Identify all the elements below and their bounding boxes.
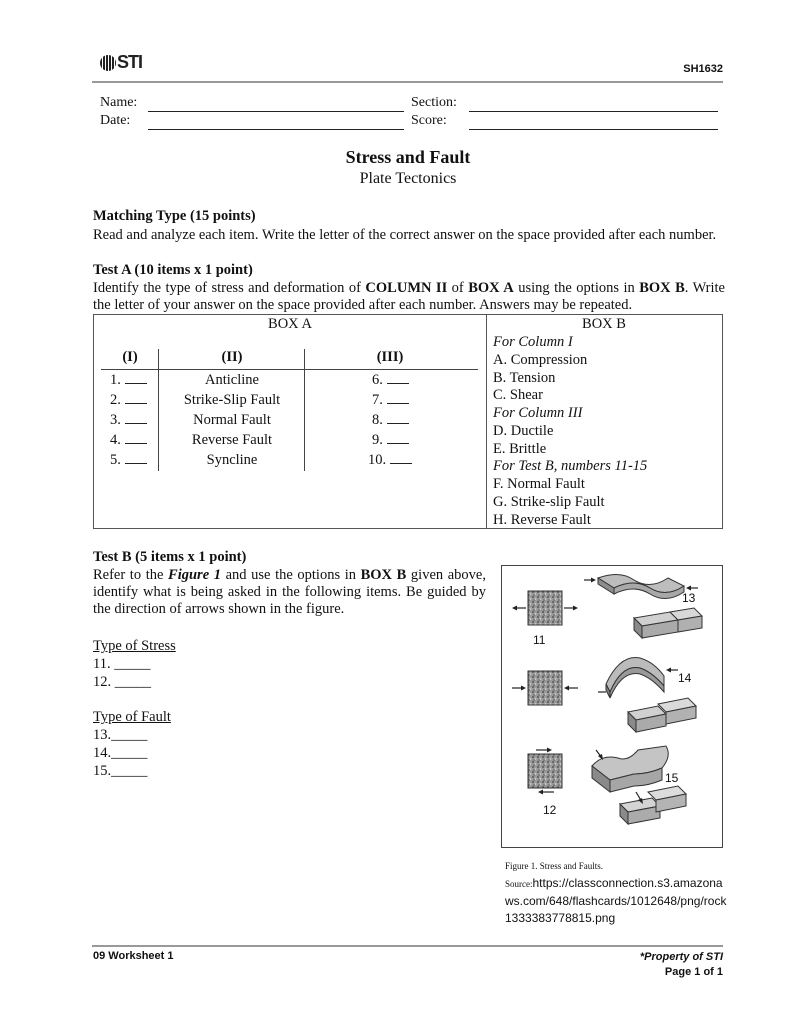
col-divider-2 [304,349,305,471]
answer-blank[interactable] [387,413,409,424]
answer-blank[interactable] [125,433,147,444]
term-reverse-fault: Reverse Fault [191,432,273,448]
box-b-title: BOX B [582,316,626,332]
stress-item-12[interactable]: 12. _____ [93,674,151,690]
fault-item-13[interactable]: 13._____ [93,727,148,743]
test-a-instructions: Identify the type of stress and deformation of COLUMN II of BOX A using the options in BOX B. Write the letter of your answer on the space provided after each number. Answers may be repeated. [93,280,725,313]
sti-logo [100,52,142,73]
logo-text: STI [117,52,143,72]
col-divider-1 [158,349,159,471]
box-b-line: E. Brittle [493,441,547,457]
term-strike-slip-fault: Strike-Slip Fault [183,392,281,408]
answer-blank[interactable] [387,373,409,384]
test-b-instructions: Refer to the Figure 1 and use the options in BOX B given above, identify what is being asked in the following items. Be guided by the direction of arrows shown in the figure. [93,567,486,617]
item-4: 4. [110,432,147,449]
item-9: 9. [372,432,409,449]
name-label: Name: [100,95,138,110]
syncline-fold [584,574,698,598]
footer-right [640,950,723,980]
caption-source: Source:https://classconnection.s3.amazonaws.com/648/flashcards/1012648/png/rock1333383778815.png [505,876,727,925]
item-10: 10. [368,452,412,469]
box-b-line: For Test B, numbers 11-15 [493,458,648,474]
item-8: 8. [372,412,409,429]
box-b-line: For Column III [493,405,583,421]
name-field[interactable] [148,111,404,112]
matching-instructions: Read and analyze each item. Write the letter of the correct answer on the space provided after each number. [93,227,717,243]
item-7: 7. [372,392,409,409]
stress-item-11[interactable]: 11. _____ [93,656,151,672]
box-b [486,315,722,528]
footer-left: 09 Worksheet 1 [93,950,174,962]
box-b-line: D. Ductile [493,423,554,439]
figure-label-11: 11 [533,633,546,647]
caption-url[interactable]: https://classconnection.s3.amazonaws.com/648/flashcards/1012648/png/rock1333383778815.png [505,876,727,925]
figure-label-12: 12 [543,803,557,817]
col-ii-header: (II) [221,349,243,365]
score-field[interactable] [469,129,718,130]
page-subtitle: Plate Tectonics [359,170,457,187]
box-b-line: A. Compression [493,352,588,368]
box-b-line: F. Normal Fault [493,476,585,492]
section-label: Section: [411,95,457,110]
rock-square-11 [512,591,578,625]
fault-block-14 [628,698,696,732]
matching-heading: Matching Type (15 points) [93,208,256,224]
figure-1 [501,565,723,848]
figure-label-14: 14 [678,671,692,685]
box-b-line: C. Shear [493,387,543,403]
rock-square-compression [512,671,578,705]
term-syncline: Syncline [206,452,258,468]
footer-rule [92,945,723,947]
figure-label-13: 13 [682,591,696,605]
rock-square-12 [528,748,562,795]
document-code: SH1632 [683,63,723,75]
item-3: 3. [110,412,147,429]
box-a-title: BOX A [268,316,312,332]
section-field[interactable] [469,111,718,112]
folded-block-15 [592,746,668,792]
item-5: 5. [110,452,147,469]
box-a [94,315,487,528]
box-b-line: H. Reverse Fault [493,512,591,528]
answer-blank[interactable] [125,413,147,424]
fault-block-13 [634,608,702,638]
strike-slip-block [620,786,686,824]
test-a-heading: Test A (10 items x 1 point) [93,262,253,278]
date-field[interactable] [148,129,404,130]
term-normal-fault: Normal Fault [193,412,271,428]
header-rule [92,81,723,83]
stress-heading: Type of Stress [93,638,176,654]
answer-blank[interactable] [387,393,409,404]
answer-blank[interactable] [390,453,412,464]
answer-blank[interactable] [387,433,409,444]
caption-title: Figure 1. Stress and Faults. [505,861,603,871]
figure-1-illustration [502,566,722,847]
col-i-header: (I) [122,349,138,365]
date-label: Date: [100,113,131,128]
boxes-table [93,314,723,529]
box-b-line: For Column I [493,334,573,350]
term-anticline: Anticline [205,372,259,388]
footer-page: Page 1 of 1 [664,966,723,978]
item-2: 2. [110,392,147,409]
footer-property: *Property of STI [639,951,723,963]
item-1: 1. [110,372,147,389]
answer-blank[interactable] [125,393,147,404]
answer-blank[interactable] [125,453,147,464]
figure-caption [505,858,727,927]
box-b-line: G. Strike-slip Fault [493,494,605,510]
fault-item-14[interactable]: 14._____ [93,745,148,761]
logo-icon [100,55,116,71]
fault-heading: Type of Fault [93,709,171,725]
col-iii-header: (III) [376,349,404,365]
box-b-line: B. Tension [493,370,556,386]
answer-blank[interactable] [125,373,147,384]
score-label: Score: [411,113,447,128]
test-b-heading: Test B (5 items x 1 point) [93,549,247,565]
page-title: Stress and Fault [345,147,471,167]
item-6: 6. [372,372,409,389]
anticline-fold [598,658,678,698]
fault-item-15[interactable]: 15._____ [93,763,148,779]
figure-label-15: 15 [665,771,679,785]
